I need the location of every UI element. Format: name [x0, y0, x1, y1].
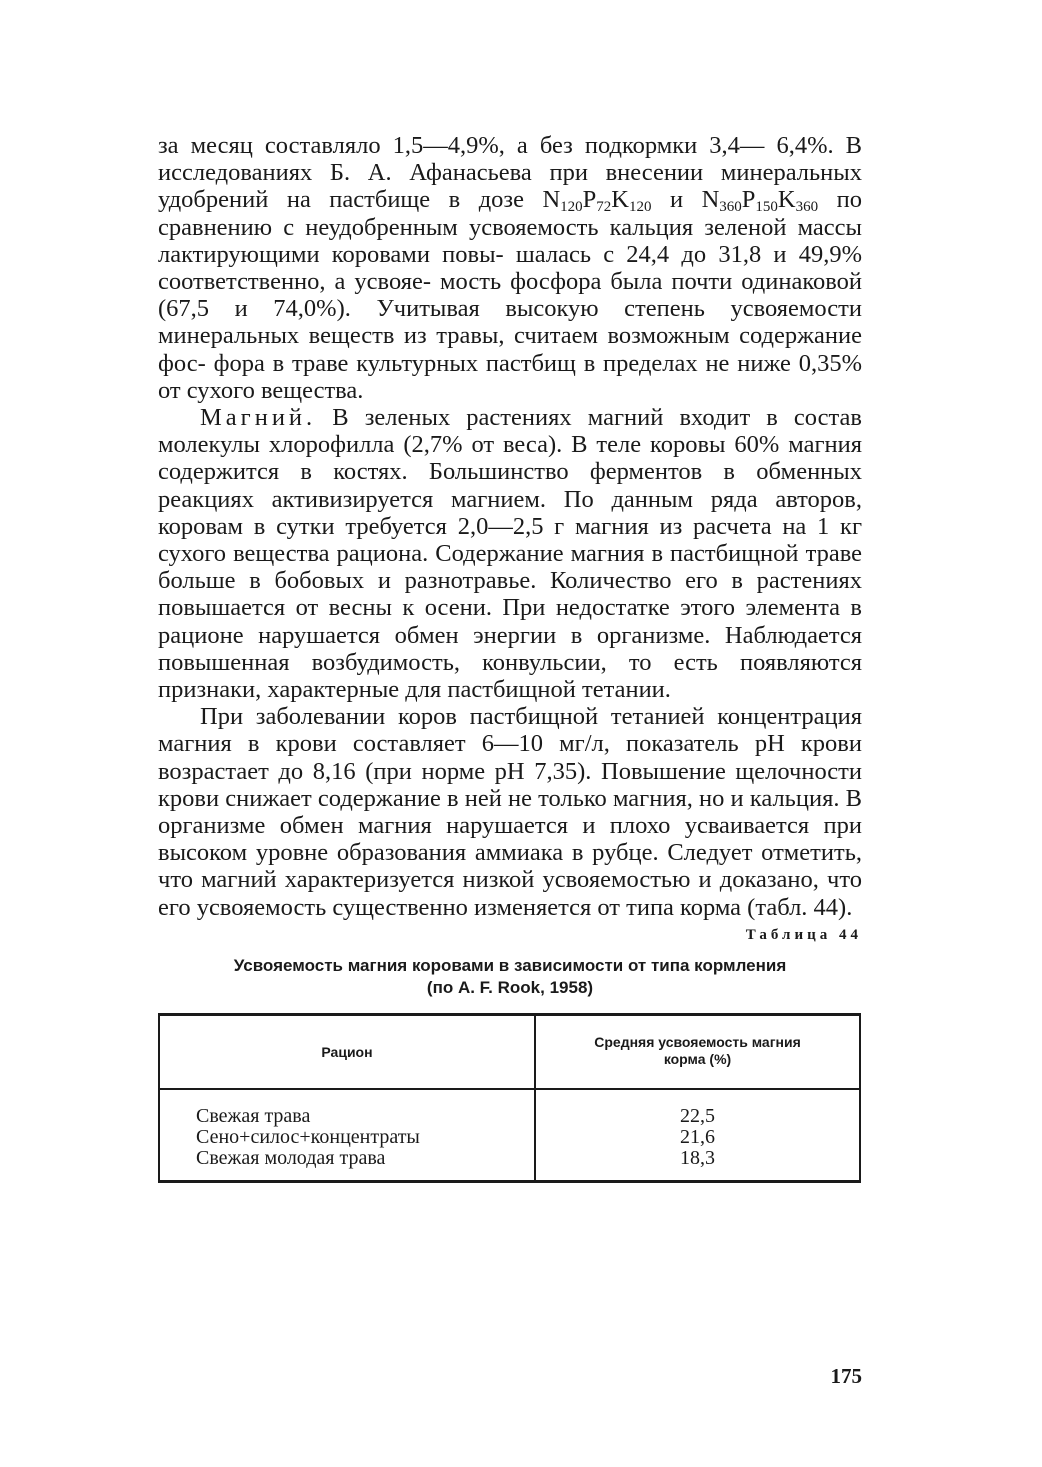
table-title-line-2: (по A. F. Rook, 1958) [426, 977, 594, 997]
p1-line-2: 6,4%. В исследованиях Б. А. Афанасьева при внесении [158, 132, 862, 187]
p1-line-10: фора в траве культурных пастбищ в пределах не ниже [213, 349, 791, 377]
paragraph-magnesium-text: В зеленых растениях магний входит в состав молекулы хлорофилла (2,7% от веса). В теле коровы 60% магния содержится в костях. Большинство ферментов в обменных реакциях активизируется магнием. По данным ряда авторов, коровам в сутки требуется 2,0—2,5 г магния из расчета на 1 кг сухого вещества рациона. Содержание магния в пастбищной траве больше в бобовых и разнотравье. Количество его в растениях повышается от весны к осени. При недостатке этого элемента в рационе нарушается обмен энергии в организме. Наблюдается повышенная возбудимость, конвульсии, то есть появляются признаки, характерные для пастбищной тетании. [158, 404, 862, 704]
p1-line-11: 0,35% от сухого вещества. [158, 349, 863, 404]
section-heading-magnesium: Магний. [200, 404, 317, 432]
ration-column [196, 1106, 420, 1169]
p1-line-7: мость фосфора была почти одинаковой (67,5 и 74,0%). [158, 268, 863, 323]
table-row-ration: Свежая молодая трава [196, 1146, 386, 1169]
page-number: 175 [830, 1364, 862, 1388]
p1-line-9: веществ из травы, считаем возможным содержание фос- [158, 322, 863, 377]
paragraph-phosphorus [158, 132, 862, 404]
page-content [158, 132, 862, 1183]
p1-line-6: шалась с 24,4 до 31,8 и 49,9% соответственно, а усвояе- [158, 240, 863, 296]
header-divider [160, 1088, 859, 1090]
p1-line-5: кальция зеленой массы лактирующими коровами повы- [158, 213, 862, 268]
formula-2: $N_{360}P_{150}K_{360}$ [701, 186, 819, 216]
table-number: Таблица 44 [745, 926, 862, 943]
table-row-ration: Свежая трава [196, 1104, 311, 1127]
p1-line-4-pre: и [669, 186, 702, 214]
formula-1: $N_{120}P_{72}K_{120}$ [542, 186, 652, 216]
table-title [158, 955, 862, 999]
magnesium-table [158, 1013, 861, 1183]
table-row-value: 18,3 [680, 1146, 715, 1169]
p1-line-1: за месяц составляло 1,5—4,9%, а без подкормки 3,4— [158, 132, 765, 159]
table-row-value: 22,5 [680, 1104, 715, 1127]
p1-line-8: Учитывая высокую степень усвояемости минеральных [158, 295, 862, 350]
paragraph-magnesium [158, 404, 862, 703]
table-row-ration: Сено+силос+концентраты [196, 1125, 420, 1148]
header-absorption: Средняя усвояемость магния корма (%) [594, 1033, 801, 1067]
table-row-value: 21,6 [680, 1125, 715, 1148]
table-title-line-1: Усвояемость магния коровами в зависимости от типа кормления [233, 955, 787, 975]
absorption-column [536, 1106, 859, 1169]
header-ration: Рацион [321, 1043, 373, 1060]
p1-line-3: минеральных удобрений на пастбище в дозе [158, 159, 863, 214]
p1-line-4-post: по сравнению с неудобренным усвояемость [158, 186, 862, 241]
paragraph-tetany: При заболевании коров пастбищной тетанией концентрация магния в крови составляет 6—10 мг/л, показатель pH крови возрастает до 8,16 (при норме pH 7,35). Повышение щелочности крови снижает содержание в ней не только магния, но и кальция. В организме обмен магния нарушается и плохо усваивается при высоком уровне образования аммиака в рубце. Следует отметить, что магний характеризуется низкой усвояемостью и доказано, что его усвояемость существенно изменяется от типа корма (табл. 44). [158, 703, 862, 921]
